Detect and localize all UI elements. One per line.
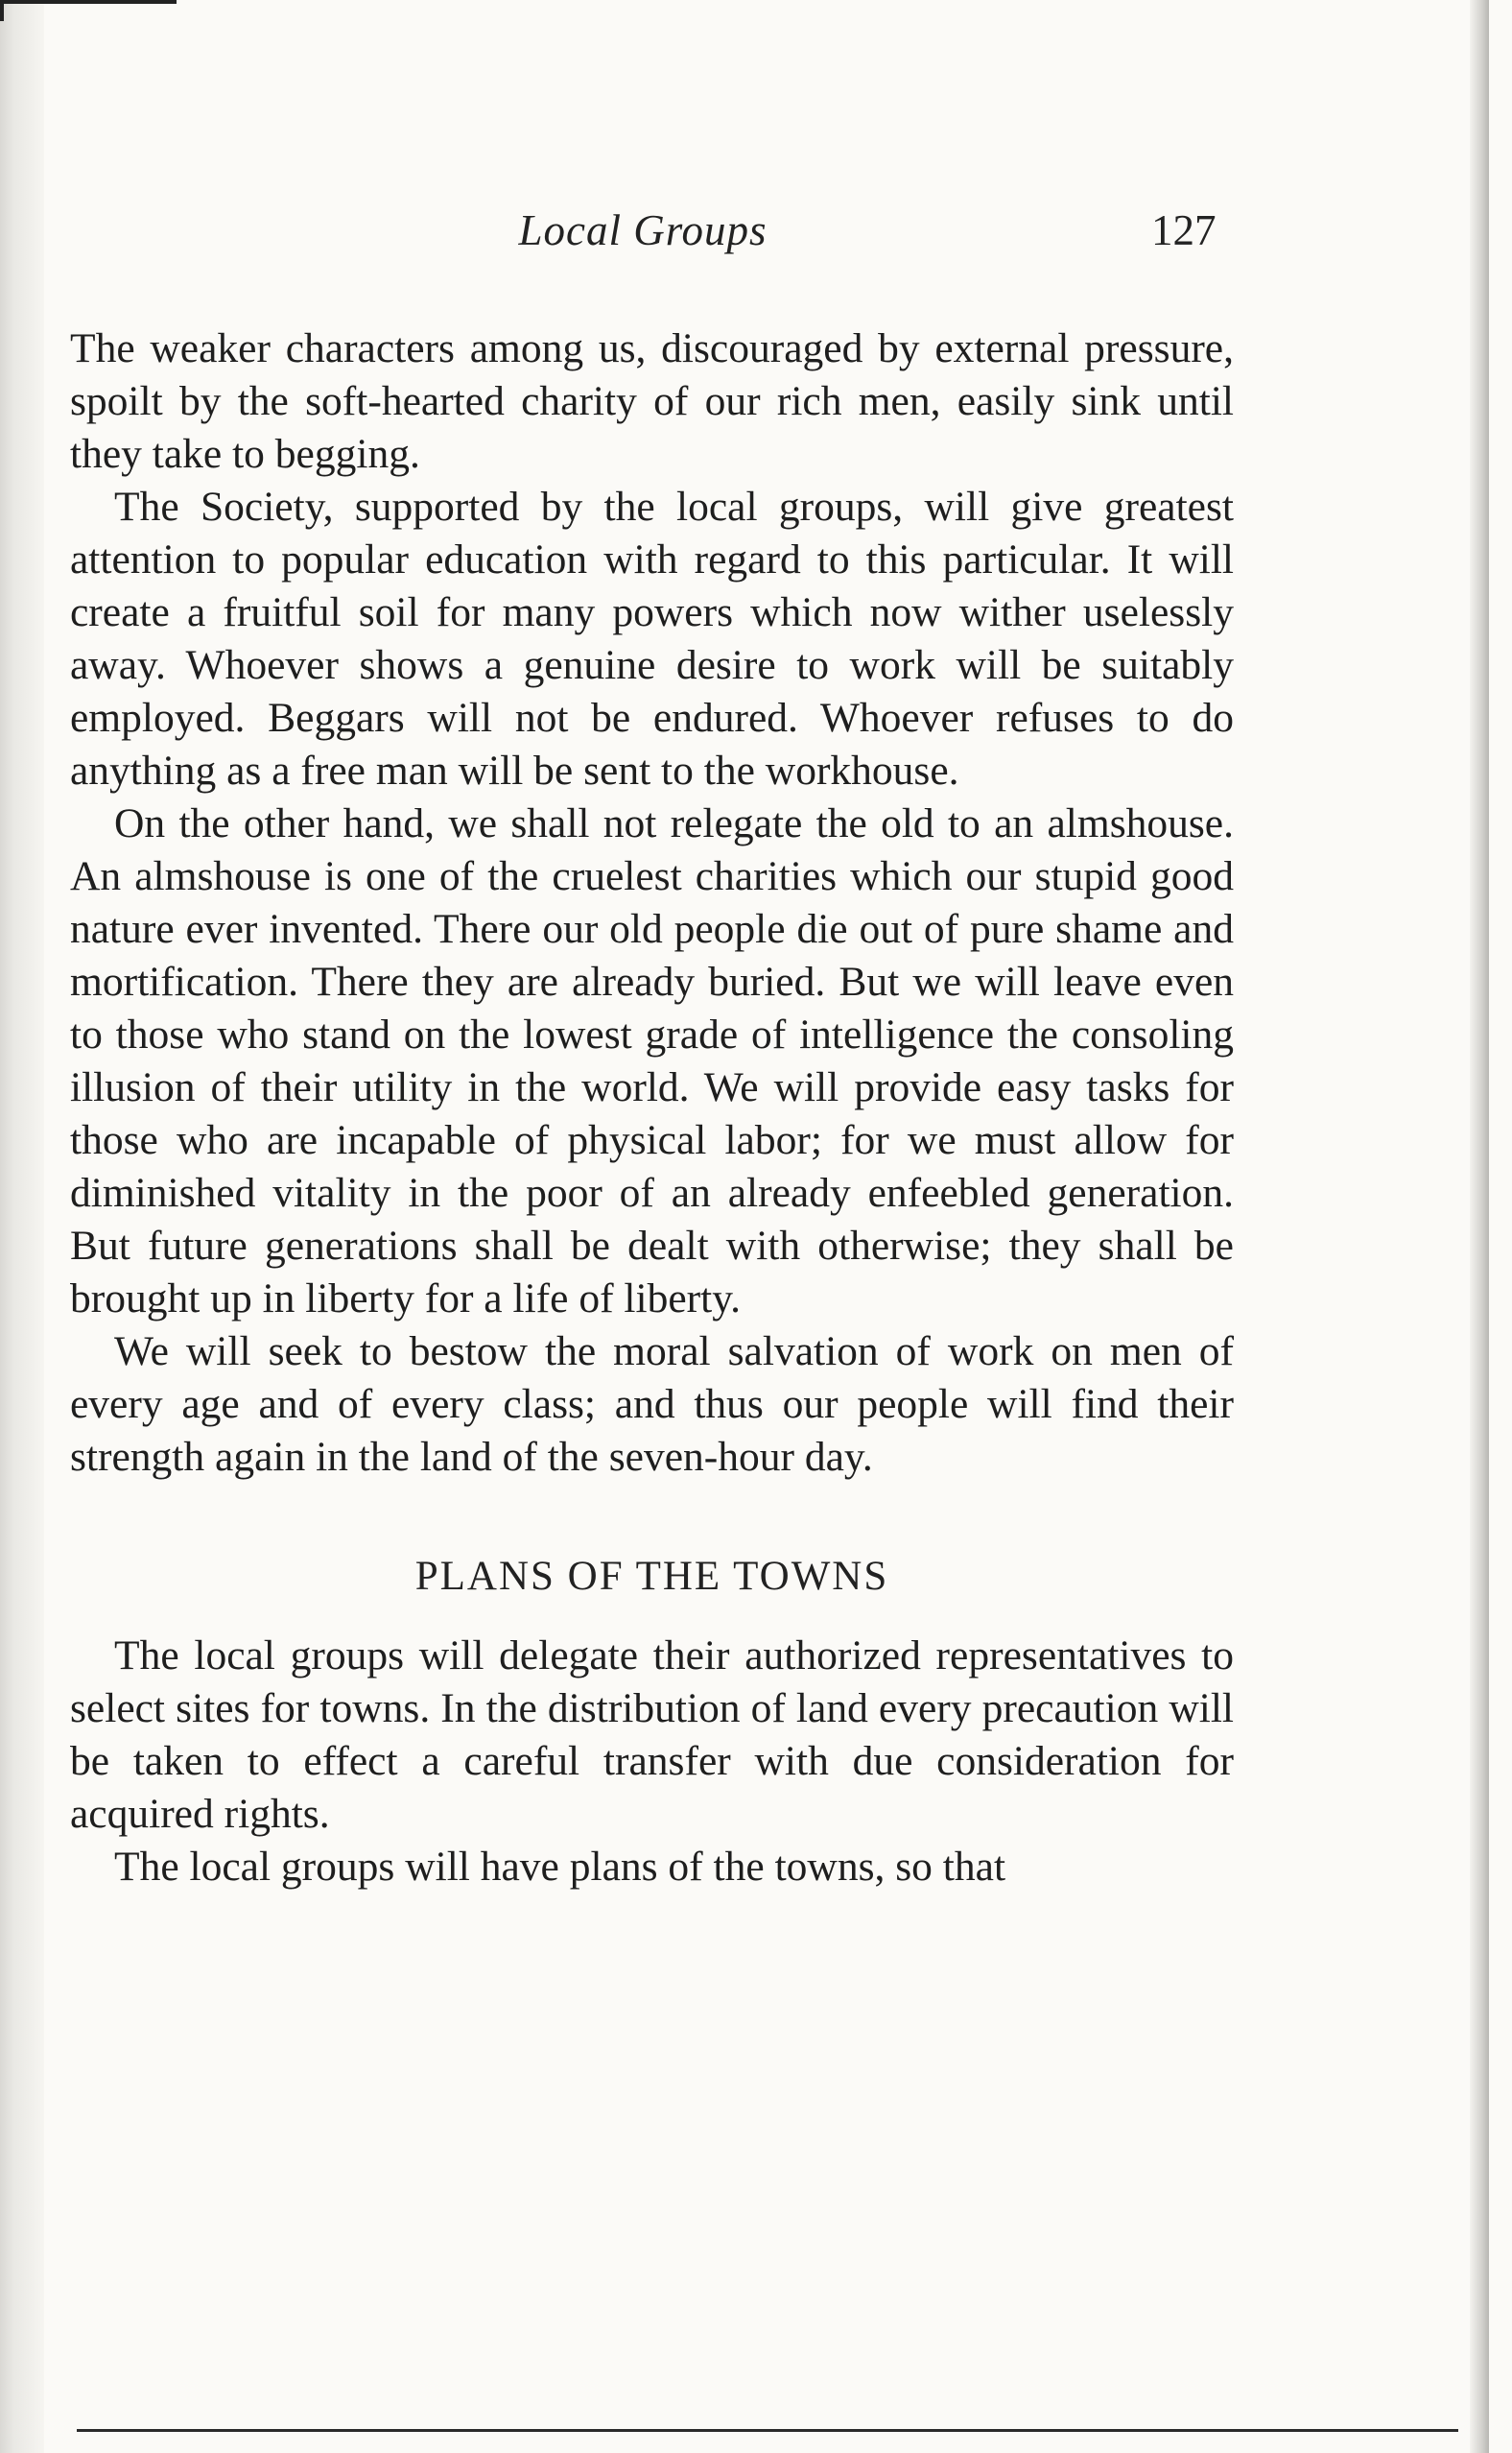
body-text [70,322,1234,1893]
section-paragraph-2: The local groups will have plans of the towns, so that [114,1844,1006,1890]
paragraph-1: The weaker characters among us, discouraged by external pressure, spoilt by the soft-hearted charity of our rich men, easily sink until they take to begging. [70,325,1234,477]
page-number: 127 [1151,206,1217,254]
running-head [0,205,1512,263]
page-corner-top-left [0,0,177,21]
paragraph-2: The Society, supported by the local groups, will give greatest attention to popular education with regard to this particular. It will create a fruitful soil for many powers which now wither uselessly away. Whoever shows a genuine desire to work will be suitably employed. Beggars will not be endured. Whoever refuses to do anything as a free man will be sent to the workhouse. [70,484,1234,794]
page-shadow-right [1470,0,1489,2453]
section-paragraph-1: The local groups will delegate their authorized representatives to select sites for towns. In the distribution of land every precaution will be taken to effect a careful transfer with due consideration for acquired rights. [70,1632,1234,1837]
paragraph-4: We will seek to bestow the moral salvation of work on men of every age and of every class; and thus our people will find their strength again in the land of the seven-hour day. [70,1328,1234,1480]
paragraph-3: On the other hand, we shall not relegate the old to an almshouse. An almshouse is one of the cruelest charities which our stupid good nature ever invented. There our old people die out of pure shame and mortification. There they are already buried. But we will leave even to those who stand on the lowest grade of intelligence the consoling illusion of their utility in the world. We will provide easy tasks for those who are incapable of physical labor; for we must allow for diminished vitality in the poor of an already enfeebled generation. But future generations shall be dealt with otherwise; they shall be brought up in liberty for a life of liberty. [70,800,1234,1322]
page-shadow-left [0,0,44,2453]
page-edge-bottom [77,2429,1458,2432]
section-heading: PLANS OF THE TOWNS [414,1554,889,1599]
running-head-title: Local Groups [518,206,768,254]
